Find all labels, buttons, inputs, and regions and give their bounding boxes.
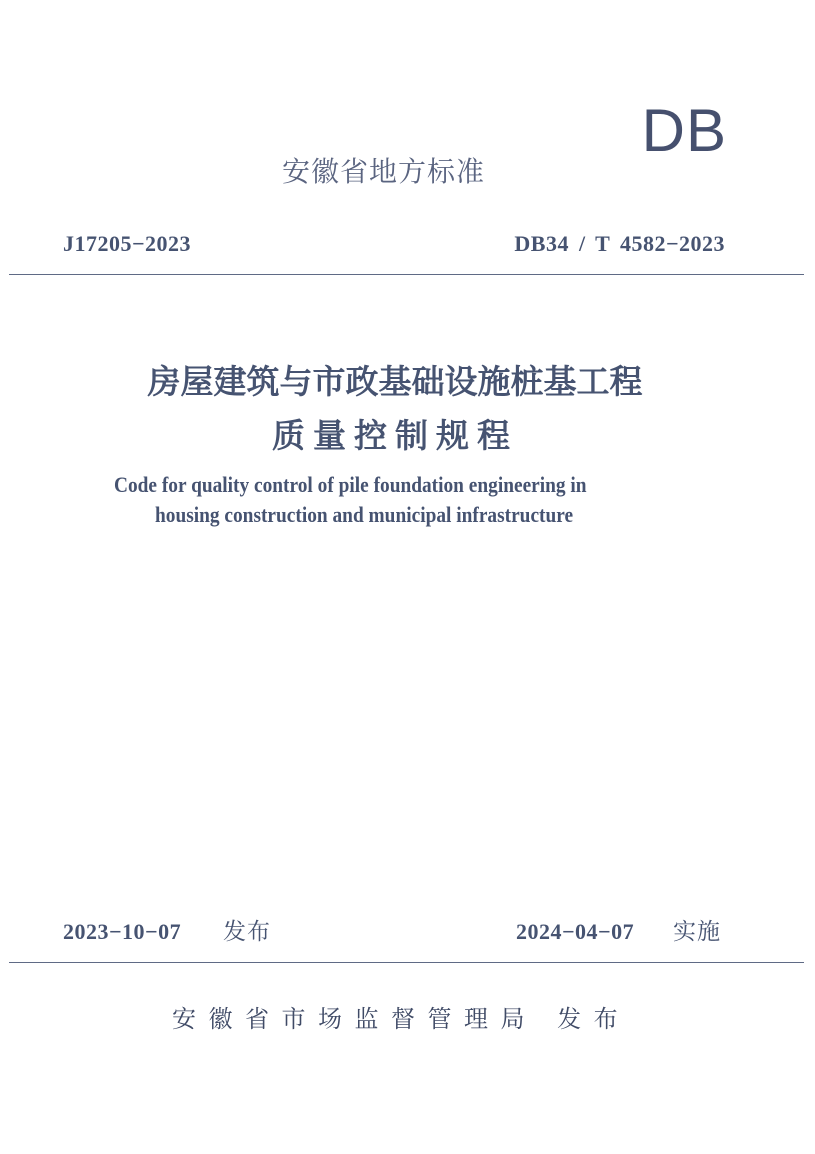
record-number: J17205−2023 (63, 231, 192, 256)
implementation-label: 实施 (673, 919, 721, 945)
title-english-line1: Code for quality control of pile foundation engineering in (114, 472, 587, 497)
standard-type: 安徽省地方标准 (282, 155, 486, 188)
issue-date: 2023−10−07 (63, 919, 182, 944)
top-divider (9, 274, 804, 275)
issue-label: 发布 (223, 919, 271, 945)
title-english-line2: housing construction and municipal infrastructure (155, 502, 574, 527)
standard-number: DB34 / T 4582−2023 (514, 231, 725, 256)
bottom-divider (9, 962, 804, 963)
title-chinese-line1: 房屋建筑与市政基础设施桩基工程 (147, 362, 643, 401)
publisher: 安徽省市场监督管理局 发布 (172, 1005, 631, 1033)
implementation-date: 2024−04−07 (516, 919, 635, 944)
db-mark: DB (641, 97, 727, 164)
title-chinese-line2: 质量控制规程 (272, 416, 518, 455)
